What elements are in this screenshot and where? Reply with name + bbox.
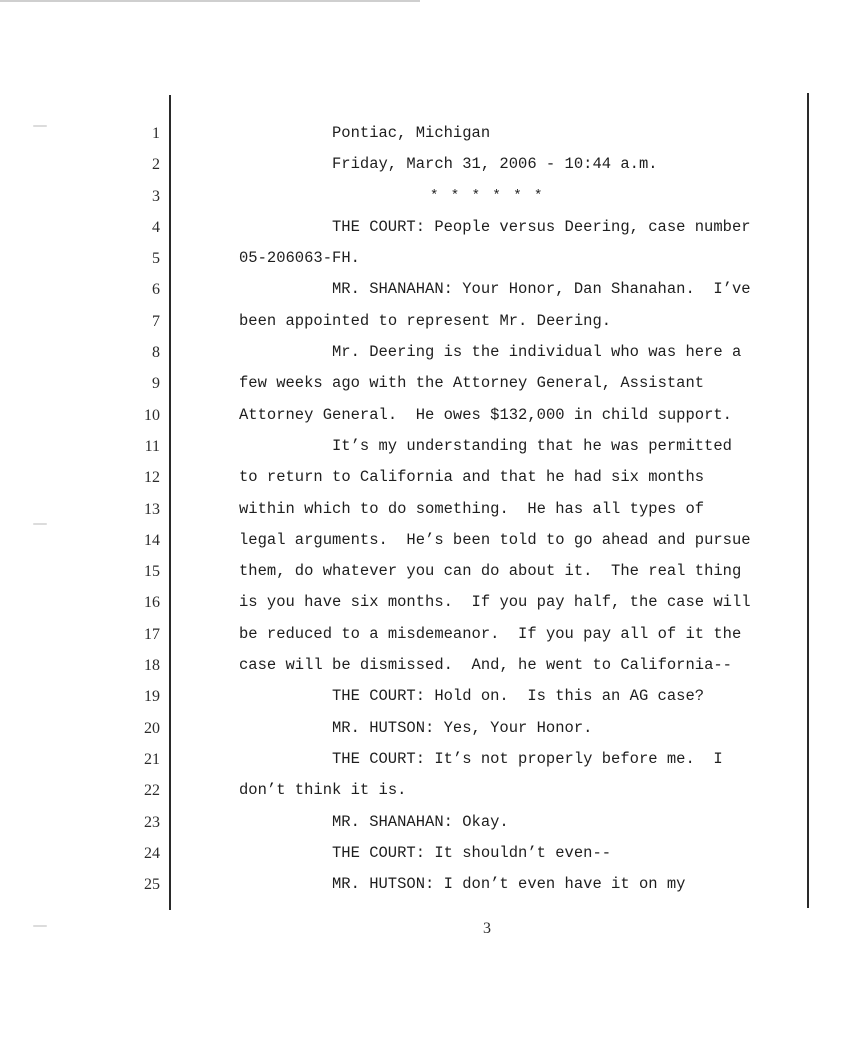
transcript-line: THE COURT: Hold on. Is this an AG case? <box>332 687 705 706</box>
line-number: 25 <box>144 876 160 894</box>
transcript-line: legal arguments. He’s been told to go ahead and pursue <box>239 530 751 549</box>
scan-speck <box>33 925 47 927</box>
transcript-line: Mr. Deering is the individual who was here a <box>332 343 742 362</box>
line-number: 9 <box>152 375 160 393</box>
transcript-line: MR. HUTSON: Yes, Your Honor. <box>332 718 593 737</box>
transcript-line: It’s my understanding that he was permitted <box>332 436 732 455</box>
transcript-line: them, do whatever you can do about it. The real thing <box>239 562 742 581</box>
transcript-line: case will be dismissed. And, he went to California-- <box>239 656 732 675</box>
line-number-column <box>120 118 160 900</box>
transcript-line: to return to California and that he had six months <box>239 468 705 487</box>
line-number: 19 <box>144 688 160 706</box>
transcript-body <box>239 118 804 900</box>
line-number: 16 <box>144 594 160 612</box>
section-divider-stars: * * * * * * <box>430 187 545 204</box>
transcript-line: MR. SHANAHAN: Okay. <box>332 812 509 831</box>
transcript-line: been appointed to represent Mr. Deering. <box>239 311 612 330</box>
line-number: 18 <box>144 657 160 675</box>
right-margin-rule <box>807 93 809 908</box>
transcript-line: don’t think it is. <box>239 781 407 800</box>
transcript-line: be reduced to a misdemeanor. If you pay all of it the <box>239 624 742 643</box>
transcript-line: within which to do something. He has all types of <box>239 499 705 518</box>
line-number: 22 <box>144 782 160 800</box>
scan-top-edge <box>0 0 420 2</box>
scan-speck <box>33 125 47 127</box>
transcript-line: THE COURT: It shouldn’t even-- <box>332 843 612 862</box>
transcript-line: Attorney General. He owes $132,000 in child support. <box>239 405 732 424</box>
left-margin-rule <box>169 95 171 910</box>
line-number: 4 <box>152 218 160 236</box>
transcript-line: 05-206063-FH. <box>239 249 360 268</box>
line-number: 1 <box>152 125 160 142</box>
scan-speck <box>33 523 47 525</box>
line-number: 6 <box>152 281 160 299</box>
line-number: 2 <box>152 156 160 174</box>
page-number: 3 <box>483 920 491 937</box>
line-number: 12 <box>144 469 160 487</box>
line-number: 15 <box>144 563 160 581</box>
line-number: 24 <box>144 844 160 862</box>
line-number: 7 <box>152 312 160 330</box>
line-number: 14 <box>144 531 160 549</box>
transcript-line: THE COURT: It’s not properly before me. I <box>332 749 723 768</box>
line-number: 23 <box>144 813 160 831</box>
line-number: 3 <box>152 187 160 205</box>
transcript-line: Pontiac, Michigan <box>332 124 491 142</box>
line-number: 13 <box>144 500 160 518</box>
transcript-line: is you have six months. If you pay half, the case will <box>239 593 751 612</box>
line-number: 20 <box>144 719 160 737</box>
line-number: 8 <box>152 344 160 362</box>
transcript-line: MR. SHANAHAN: Your Honor, Dan Shanahan. I’ve <box>332 280 751 299</box>
line-number: 11 <box>144 437 160 455</box>
line-number: 17 <box>144 625 160 643</box>
transcript-line: MR. HUTSON: I don’t even have it on my <box>332 875 686 894</box>
transcript-line: THE COURT: People versus Deering, case number <box>332 217 751 236</box>
line-number: 10 <box>144 406 160 424</box>
line-number: 21 <box>144 750 160 768</box>
transcript-line: few weeks ago with the Attorney General, Assistant <box>239 374 705 393</box>
transcript-line: Friday, March 31, 2006 - 10:44 a.m. <box>332 155 658 174</box>
line-number: 5 <box>152 250 160 268</box>
